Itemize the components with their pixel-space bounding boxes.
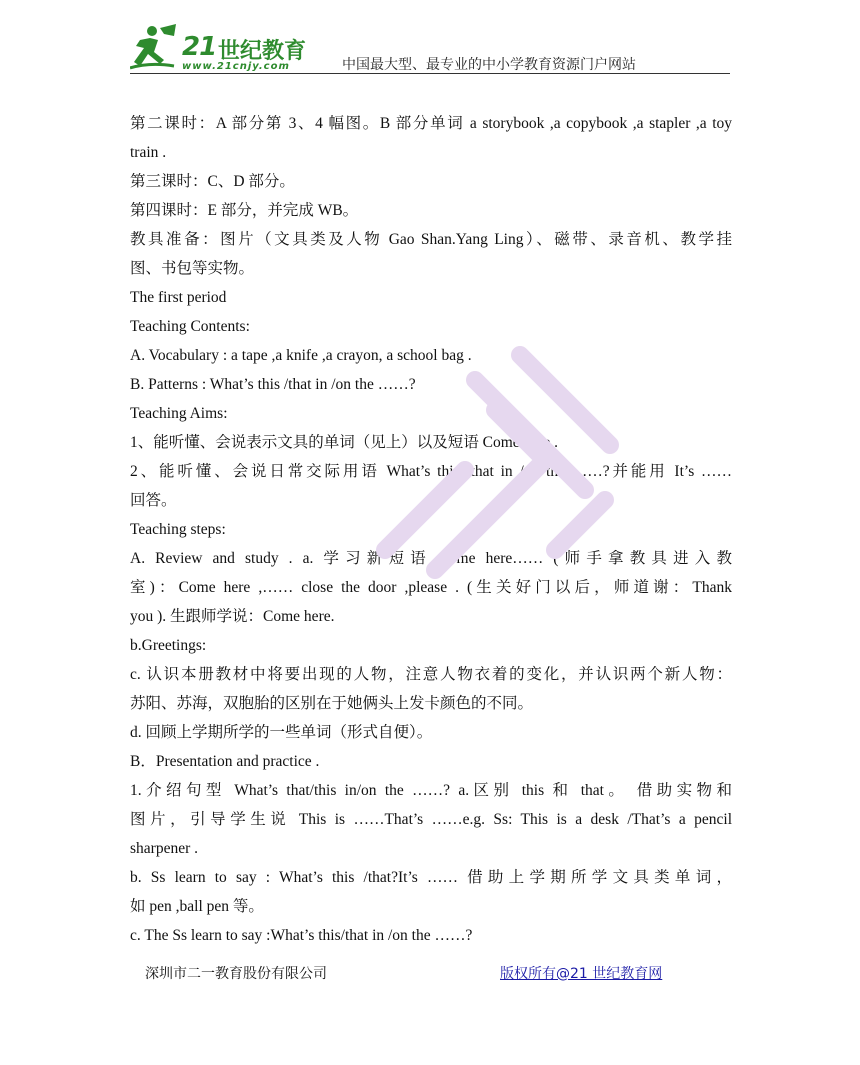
text-line: A. Review and study . a. 学习新短语 come here…… (师手拿教具进入教: [130, 550, 732, 567]
logo-number: 21: [182, 32, 217, 62]
text-line: 第四课时：E 部分，并完成 WB。: [130, 202, 359, 219]
footer-copyright-link[interactable]: 版权所有@21 世纪教育网: [500, 966, 663, 982]
text-line: 1.介绍句型 What’s that/this in/on the ……? a.区别 this 和 that。 借助实物和: [130, 782, 732, 799]
text-line: 2、能听懂、会说日常交际用语 What’s this /that in /on the ……?并能用 It’s ……: [130, 463, 732, 480]
text-line: 教具准备：图片（文具类及人物 Gao Shan.Yang Ling）、磁带、录音机、教学挂: [130, 231, 732, 248]
site-logo[interactable]: [130, 22, 330, 74]
text-line: train .: [130, 144, 167, 161]
text-line: 图片，引导学生说 This is ……That’s ……e.g. Ss: This is a desk /That’s a pencil: [130, 811, 732, 828]
section-heading: Teaching Contents:: [130, 318, 250, 335]
text-line: c. 认识本册教材中将要出现的人物，注意人物衣着的变化，并认识两个新人物：: [130, 666, 732, 683]
text-line: 回答。: [130, 492, 177, 509]
logo-text: 世纪教育: [218, 39, 307, 64]
text-line: 图、书包等实物。: [130, 260, 255, 277]
text-line: b.Greetings:: [130, 637, 207, 654]
text-line: you ). 生跟师学说：Come here.: [130, 608, 335, 625]
text-line: sharpener .: [130, 840, 198, 857]
text-line: 第二课时：A 部分第 3、4 幅图。B 部分单词 a storybook ,a copybook ,a stapler ,a toy: [130, 115, 732, 132]
section-heading: B．Presentation and practice .: [130, 753, 320, 770]
text-line: b. Ss learn to say : What’s this /that?It’s …… 借助上学期所学文具类单词，: [130, 869, 732, 886]
text-line: 室)：Come here ,…… close the door ,please . (生关好门以后，师道谢：Thank: [130, 579, 732, 596]
site-tagline: 中国最大型、最专业的中小学教育资源门户网站: [342, 57, 636, 73]
section-heading: The first period: [130, 289, 227, 306]
page-header: [130, 22, 730, 76]
text-line: A. Vocabulary : a tape ,a knife ,a crayon, a school bag .: [130, 347, 472, 364]
text-line: B. Patterns : What’s this /that in /on the ……?: [130, 376, 416, 393]
text-line: 1、能听懂、会说表示文具的单词（见上）以及短语 Come here .: [130, 434, 558, 451]
header-rule: [130, 73, 730, 74]
section-heading: Teaching Aims:: [130, 405, 228, 422]
document-body: [130, 109, 732, 950]
text-line: 苏阳、苏海，双胞胎的区别在于她俩头上发卡颜色的不同。: [130, 695, 534, 712]
text-line: d. 回顾上学期所学的一些单词（形式自便）。: [130, 724, 433, 741]
text-line: 第三课时：C、D 部分。: [130, 173, 295, 190]
footer-company: 深圳市二一教育股份有限公司: [145, 966, 327, 982]
text-line: 如 pen ,ball pen 等。: [130, 898, 264, 915]
runner-logo-icon: [130, 22, 186, 74]
text-line: c. The Ss learn to say :What’s this/that in /on the ……?: [130, 927, 473, 944]
section-heading: Teaching steps:: [130, 521, 226, 538]
logo-url: www.21cnjy.com: [182, 61, 290, 72]
